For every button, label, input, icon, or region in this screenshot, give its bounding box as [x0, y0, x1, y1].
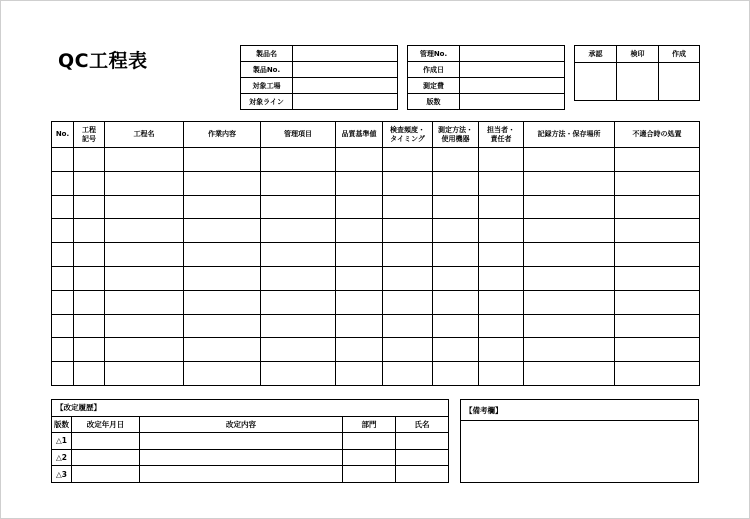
process-cell[interactable] — [105, 314, 184, 338]
process-cell[interactable] — [184, 171, 261, 195]
header-process-code: 工程 記号 — [74, 122, 105, 148]
version-label: 版数 — [408, 94, 460, 110]
management-number-field[interactable] — [460, 46, 565, 62]
process-cell[interactable] — [615, 243, 700, 267]
revision-row — [52, 466, 449, 483]
process-cell[interactable] — [336, 219, 383, 243]
process-cell[interactable] — [433, 171, 479, 195]
process-cell[interactable] — [261, 314, 336, 338]
process-row — [52, 362, 700, 386]
management-info-table — [407, 45, 565, 110]
process-cell[interactable] — [52, 314, 74, 338]
revision-content-cell[interactable] — [140, 449, 343, 466]
process-cell[interactable] — [433, 338, 479, 362]
measurement-cost-field[interactable] — [460, 78, 565, 94]
process-cell[interactable] — [261, 362, 336, 386]
process-cell[interactable] — [433, 290, 479, 314]
process-row — [52, 338, 700, 362]
process-row — [52, 219, 700, 243]
process-cell[interactable] — [105, 290, 184, 314]
process-cell[interactable] — [336, 314, 383, 338]
process-cell[interactable] — [336, 243, 383, 267]
process-cell[interactable] — [52, 171, 74, 195]
process-cell[interactable] — [524, 148, 615, 172]
revision-content-cell[interactable] — [140, 433, 343, 450]
process-cell[interactable] — [383, 219, 433, 243]
process-row — [52, 171, 700, 195]
process-cell[interactable] — [52, 338, 74, 362]
header-work-content: 作業内容 — [184, 122, 261, 148]
process-cell[interactable] — [74, 290, 105, 314]
process-cell[interactable] — [383, 290, 433, 314]
header-record-method: 記録方法・保存場所 — [524, 122, 615, 148]
process-cell[interactable] — [433, 148, 479, 172]
product-name-field[interactable] — [293, 46, 398, 62]
process-cell[interactable] — [261, 219, 336, 243]
process-cell[interactable] — [184, 338, 261, 362]
process-cell[interactable] — [184, 148, 261, 172]
process-cell[interactable] — [74, 243, 105, 267]
process-cell[interactable] — [524, 243, 615, 267]
process-cell[interactable] — [261, 243, 336, 267]
revision-header-content: 改定内容 — [140, 416, 343, 433]
revision-version: △3 — [52, 466, 72, 483]
process-cell[interactable] — [336, 266, 383, 290]
process-cell[interactable] — [261, 148, 336, 172]
process-row — [52, 243, 700, 267]
creation-date-label: 作成日 — [408, 62, 460, 78]
notes-content-field[interactable] — [461, 421, 699, 483]
process-cell[interactable] — [479, 290, 524, 314]
revision-name-cell[interactable] — [396, 433, 449, 450]
process-cell[interactable] — [383, 338, 433, 362]
product-name-label: 製品名 — [241, 46, 293, 62]
process-cell[interactable] — [433, 362, 479, 386]
header-measurement-method: 測定方法・ 使用機器 — [433, 122, 479, 148]
process-cell[interactable] — [261, 266, 336, 290]
notes-table — [460, 399, 699, 483]
notes-label: 【備考欄】 — [461, 400, 699, 421]
process-cell[interactable] — [261, 195, 336, 219]
revision-content-cell[interactable] — [140, 466, 343, 483]
process-cell[interactable] — [336, 171, 383, 195]
product-info-table — [240, 45, 398, 110]
process-row — [52, 290, 700, 314]
process-table — [51, 121, 700, 386]
process-cell[interactable] — [74, 171, 105, 195]
process-cell[interactable] — [74, 362, 105, 386]
process-cell[interactable] — [74, 219, 105, 243]
process-cell[interactable] — [524, 171, 615, 195]
management-number-label: 管理No. — [408, 46, 460, 62]
process-cell[interactable] — [261, 338, 336, 362]
process-cell[interactable] — [184, 290, 261, 314]
header-inspection-frequency: 検査頻度・ タイミング — [383, 122, 433, 148]
process-cell[interactable] — [383, 195, 433, 219]
process-cell[interactable] — [105, 195, 184, 219]
revision-date-cell[interactable] — [72, 433, 140, 450]
process-cell[interactable] — [433, 195, 479, 219]
measurement-cost-label: 測定費 — [408, 78, 460, 94]
process-cell[interactable] — [433, 243, 479, 267]
process-cell[interactable] — [383, 266, 433, 290]
process-cell[interactable] — [74, 314, 105, 338]
revision-history-label: 【改定履歴】 — [52, 400, 449, 417]
approval-stamp-create[interactable] — [659, 63, 700, 101]
approval-header-inspect: 検印 — [617, 46, 659, 63]
header-nonconformity-action: 不適合時の処置 — [615, 122, 700, 148]
process-cell[interactable] — [615, 171, 700, 195]
revision-row — [52, 449, 449, 466]
process-row — [52, 195, 700, 219]
process-cell[interactable] — [615, 266, 700, 290]
process-cell[interactable] — [52, 266, 74, 290]
process-cell[interactable] — [52, 148, 74, 172]
approval-header-approve: 承認 — [575, 46, 617, 63]
header-quality-standard: 品質基準値 — [336, 122, 383, 148]
process-cell[interactable] — [479, 171, 524, 195]
process-cell[interactable] — [479, 243, 524, 267]
process-cell[interactable] — [52, 362, 74, 386]
target-line-field[interactable] — [293, 94, 398, 110]
process-cell[interactable] — [105, 266, 184, 290]
revision-date-cell[interactable] — [72, 466, 140, 483]
revision-header-department: 部門 — [343, 416, 396, 433]
process-row — [52, 266, 700, 290]
process-cell[interactable] — [479, 148, 524, 172]
approval-stamp-inspect[interactable] — [617, 63, 659, 101]
process-cell[interactable] — [261, 171, 336, 195]
revision-name-cell[interactable] — [396, 449, 449, 466]
revision-header-version: 版数 — [52, 416, 72, 433]
process-cell[interactable] — [184, 266, 261, 290]
process-cell[interactable] — [74, 195, 105, 219]
revision-date-cell[interactable] — [72, 449, 140, 466]
revision-history-table — [51, 399, 449, 483]
process-cell[interactable] — [524, 266, 615, 290]
revision-header-date: 改定年月日 — [72, 416, 140, 433]
process-cell[interactable] — [524, 338, 615, 362]
target-line-label: 対象ライン — [241, 94, 293, 110]
revision-department-cell[interactable] — [343, 433, 396, 450]
process-cell[interactable] — [479, 219, 524, 243]
process-cell[interactable] — [479, 362, 524, 386]
process-cell[interactable] — [615, 362, 700, 386]
process-cell[interactable] — [524, 219, 615, 243]
revision-name-cell[interactable] — [396, 466, 449, 483]
process-cell[interactable] — [383, 148, 433, 172]
revision-version: △2 — [52, 449, 72, 466]
target-factory-field[interactable] — [293, 78, 398, 94]
process-cell[interactable] — [336, 338, 383, 362]
product-number-label: 製品No. — [241, 62, 293, 78]
process-row — [52, 148, 700, 172]
process-table-body — [52, 148, 700, 386]
process-cell[interactable] — [52, 290, 74, 314]
process-cell[interactable] — [184, 314, 261, 338]
page-title: QC工程表 — [58, 50, 148, 72]
version-field[interactable] — [460, 94, 565, 110]
process-cell[interactable] — [336, 195, 383, 219]
process-cell[interactable] — [383, 243, 433, 267]
process-cell[interactable] — [615, 314, 700, 338]
process-cell[interactable] — [615, 338, 700, 362]
process-cell[interactable] — [524, 195, 615, 219]
process-cell[interactable] — [336, 290, 383, 314]
process-cell[interactable] — [433, 314, 479, 338]
header-person-in-charge: 担当者・ 責任者 — [479, 122, 524, 148]
process-cell[interactable] — [74, 266, 105, 290]
revision-version: △1 — [52, 433, 72, 450]
process-cell[interactable] — [524, 290, 615, 314]
process-cell[interactable] — [479, 338, 524, 362]
revision-department-cell[interactable] — [343, 466, 396, 483]
header-control-item: 管理項目 — [261, 122, 336, 148]
process-cell[interactable] — [524, 362, 615, 386]
process-cell[interactable] — [615, 290, 700, 314]
process-cell[interactable] — [184, 195, 261, 219]
process-cell[interactable] — [433, 266, 479, 290]
revision-header-name: 氏名 — [396, 416, 449, 433]
process-cell[interactable] — [479, 266, 524, 290]
header-process-name: 工程名 — [105, 122, 184, 148]
process-cell[interactable] — [74, 338, 105, 362]
product-number-field[interactable] — [293, 62, 398, 78]
process-cell[interactable] — [105, 219, 184, 243]
process-cell[interactable] — [105, 362, 184, 386]
process-cell[interactable] — [479, 195, 524, 219]
process-cell[interactable] — [52, 243, 74, 267]
process-cell[interactable] — [105, 148, 184, 172]
process-cell[interactable] — [52, 219, 74, 243]
process-cell[interactable] — [105, 243, 184, 267]
process-cell[interactable] — [524, 314, 615, 338]
revision-row — [52, 433, 449, 450]
approval-header-create: 作成 — [659, 46, 700, 63]
approval-stamp-approve[interactable] — [575, 63, 617, 101]
process-cell[interactable] — [105, 338, 184, 362]
process-cell[interactable] — [336, 362, 383, 386]
process-cell[interactable] — [383, 362, 433, 386]
target-factory-label: 対象工場 — [241, 78, 293, 94]
creation-date-field[interactable] — [460, 62, 565, 78]
process-row — [52, 314, 700, 338]
approval-table — [574, 45, 700, 101]
revision-department-cell[interactable] — [343, 449, 396, 466]
process-cell[interactable] — [184, 243, 261, 267]
process-cell[interactable] — [74, 148, 105, 172]
process-cell[interactable] — [433, 219, 479, 243]
process-cell[interactable] — [184, 219, 261, 243]
process-cell[interactable] — [615, 219, 700, 243]
process-cell[interactable] — [52, 195, 74, 219]
process-cell[interactable] — [383, 171, 433, 195]
process-cell[interactable] — [615, 195, 700, 219]
process-cell[interactable] — [615, 148, 700, 172]
process-cell[interactable] — [105, 171, 184, 195]
process-cell[interactable] — [336, 148, 383, 172]
process-cell[interactable] — [479, 314, 524, 338]
process-cell[interactable] — [383, 314, 433, 338]
process-cell[interactable] — [184, 362, 261, 386]
header-no: No. — [52, 122, 74, 148]
process-cell[interactable] — [261, 290, 336, 314]
